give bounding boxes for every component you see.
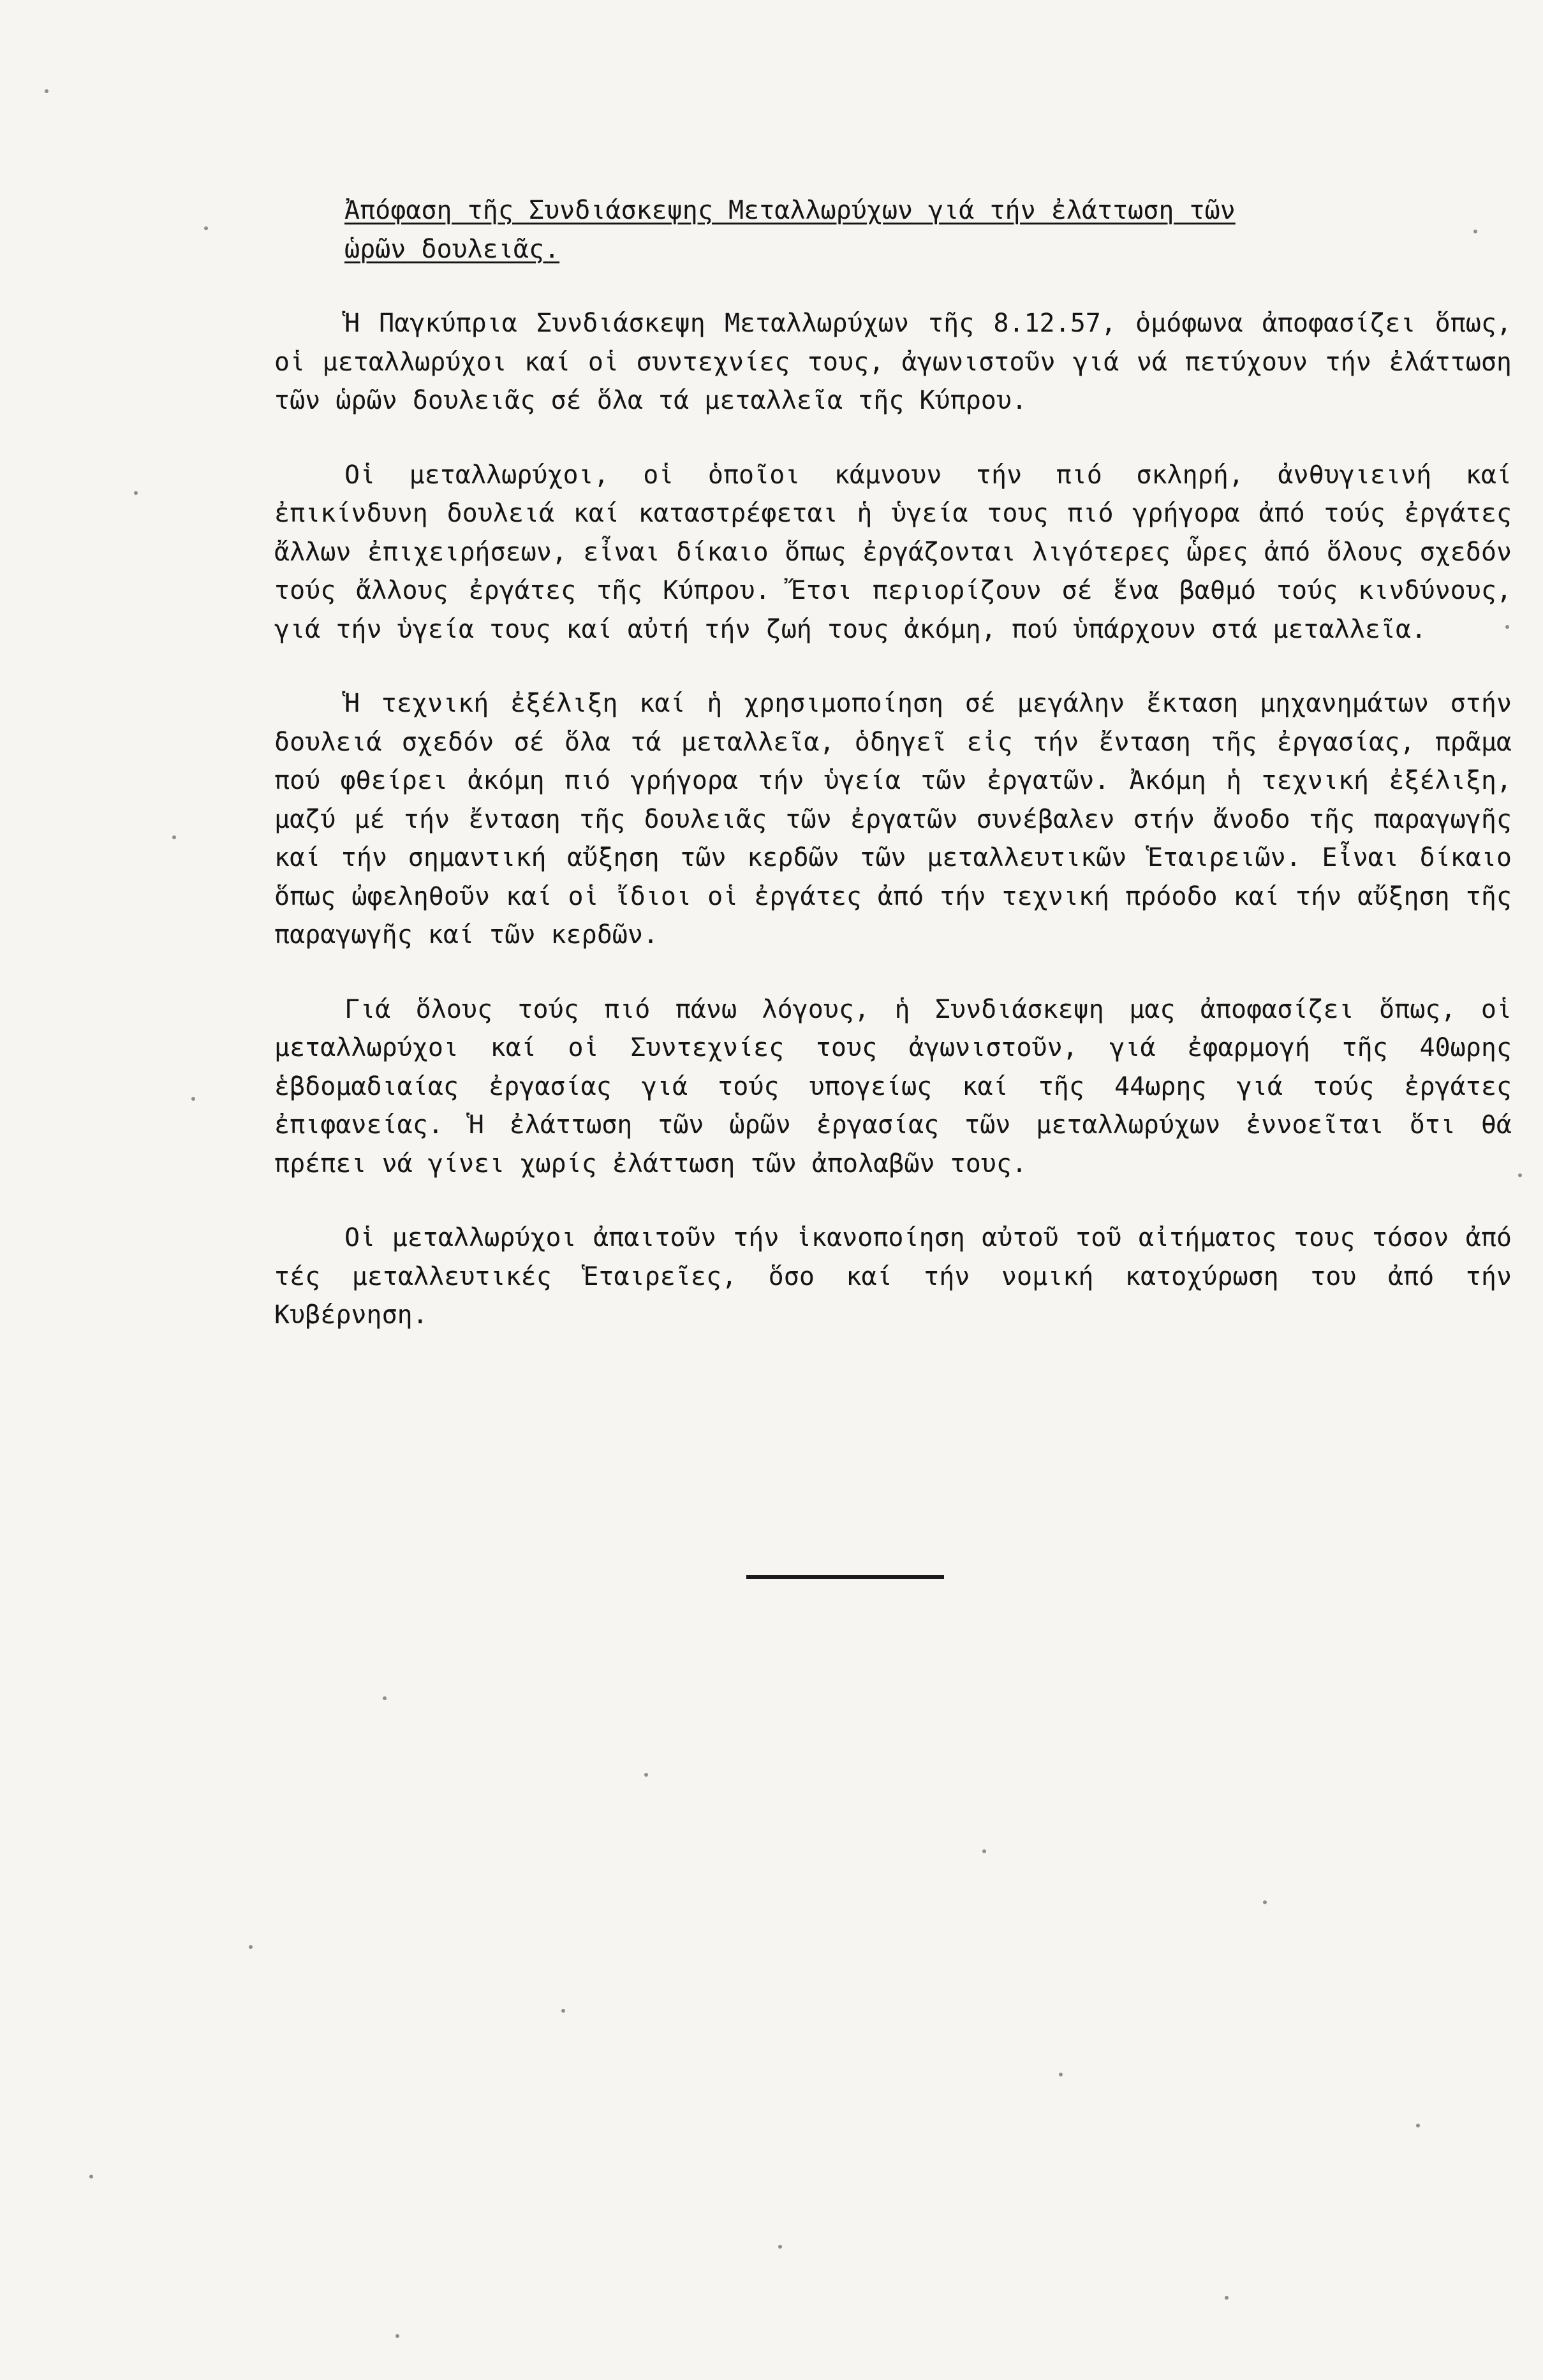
scan-speck: [1225, 2296, 1229, 2300]
document-title: Ἀπόφαση τῆς Συνδιάσκεψης Μεταλλωρύχων γιά τήν ἐλάττωση τῶν ὡρῶν δουλειᾶς.: [344, 196, 1236, 264]
paragraph-1: Ἡ Παγκύπρια Συνδιάσκεψη Μεταλλωρύχων τῆς 8.12.57, ὁμόφωνα ἀποφασίζει ὅπως, οἱ μεταλλωρύχοι καί οἱ συντεχνίες τους, ἀγωνιστοῦν γιά νά πετύχουν τήν ἐλάττωση τῶν ὡρῶν δουλειᾶς σέ ὅλα τά μεταλλεῖα τῆς Κύπρου.: [274, 309, 1512, 415]
paragraph-5: Οἱ μεταλλωρύχοι ἀπαιτοῦν τήν ἱκανοποίηση αὐτοῦ τοῦ αἰτήματος τους τόσον ἀπό τές μεταλλευτικές Ἑταιρεῖες, ὅσο καί τήν νομική κατοχύρωση του ἀπό τήν Κυβέρνηση.: [274, 1223, 1512, 1330]
scan-speck: [778, 2245, 782, 2249]
scan-speck: [982, 1849, 986, 1853]
closing-rule: [746, 1575, 944, 1579]
paragraph-2: Οἱ μεταλλωρύχοι, οἱ ὁποῖοι κάμνουν τήν πιό σκληρή, ἀνθυγιεινή καί ἐπικίνδυνη δουλειά καί καταστρέφεται ἡ ὑγεία τους πιό γρήγορα ἀπό τούς ἐργάτες ἄλλων ἐπιχειρήσεων, εἶναι δίκαιο ὅπως ἐργάζονται λιγότερες ὧρες ἀπό ὅλους σχεδόν τούς ἄλλους ἐργάτες τῆς Κύπρου. Ἔτσι περιορίζουν σέ ἕνα βαθμό τούς κινδύνους, γιά τήν ὑγεία τους καί αὐτή τήν ζωή τους ἀκόμη, πού ὑπάρχουν στά μεταλλεῖα.: [274, 460, 1512, 644]
scan-speck: [395, 2334, 399, 2338]
document-body: [274, 191, 1512, 1335]
scan-speck: [45, 89, 48, 93]
scan-speck: [1263, 1900, 1267, 1904]
scan-speck: [249, 1945, 253, 1949]
scan-speck: [172, 835, 176, 839]
scan-speck: [89, 2175, 93, 2178]
scan-speck: [1416, 2124, 1420, 2127]
scan-speck: [644, 1773, 648, 1777]
scan-speck: [1518, 1173, 1522, 1177]
scan-speck: [1505, 625, 1509, 629]
scan-speck: [191, 1097, 195, 1101]
scan-speck: [561, 2009, 565, 2013]
paragraph-4: Γιά ὅλους τούς πιό πάνω λόγους, ἡ Συνδιάσκεψη μας ἀποφασίζει ὅπως, οἱ μεταλλωρύχοι καί οἱ Συντεχνίες τους ἀγωνιστοῦν, γιά ἐφαρμογή τῆς 40ωρης ἑβδομαδιαίας ἐργασίας γιά τούς υπογείως καί τῆς 44ωρης γιά τούς ἐργάτες ἐπιφανείας. Ἡ ἐλάττωση τῶν ὡρῶν ἐργασίας τῶν μεταλλωρύχων ἐννοεῖται ὅτι θά πρέπει νά γίνει χωρίς ἐλάττωση τῶν ἀπολαβῶν τους.: [274, 994, 1512, 1179]
scan-speck: [1473, 230, 1477, 233]
scan-speck: [383, 1696, 387, 1700]
scan-speck: [134, 491, 138, 495]
paragraph-3: Ἡ τεχνική ἐξέλιξη καί ἡ χρησιμοποίηση σέ μεγάλην ἔκταση μηχανημάτων στήν δουλειά σχεδόν σέ ὅλα τά μεταλλεῖα, ὁδηγεῖ εἰς τήν ἔνταση τῆς ἐργασίας, πρᾶμα πού φθείρει ἀκόμη πιό γρήγορα τήν ὑγεία τῶν ἐργατῶν. Ἀκόμη ἡ τεχνική ἐξέλιξη, μαζύ μέ τήν ἔνταση τῆς δουλειᾶς τῶν ἐργατῶν συνέβαλεν στήν ἄνοδο τῆς παραγωγῆς καί τήν σημαντική αὔξηση τῶν κερδῶν τῶν μεταλλευτικῶν Ἑταιρειῶν. Εἶναι δίκαιο ὅπως ὠφεληθοῦν καί οἱ ἴδιοι οἱ ἐργάτες ἀπό τήν τεχνική πρόοδο καί τήν αὔξηση τῆς παραγωγῆς καί τῶν κερδῶν.: [274, 689, 1512, 950]
scan-speck: [204, 226, 208, 230]
scan-speck: [1059, 2073, 1063, 2076]
